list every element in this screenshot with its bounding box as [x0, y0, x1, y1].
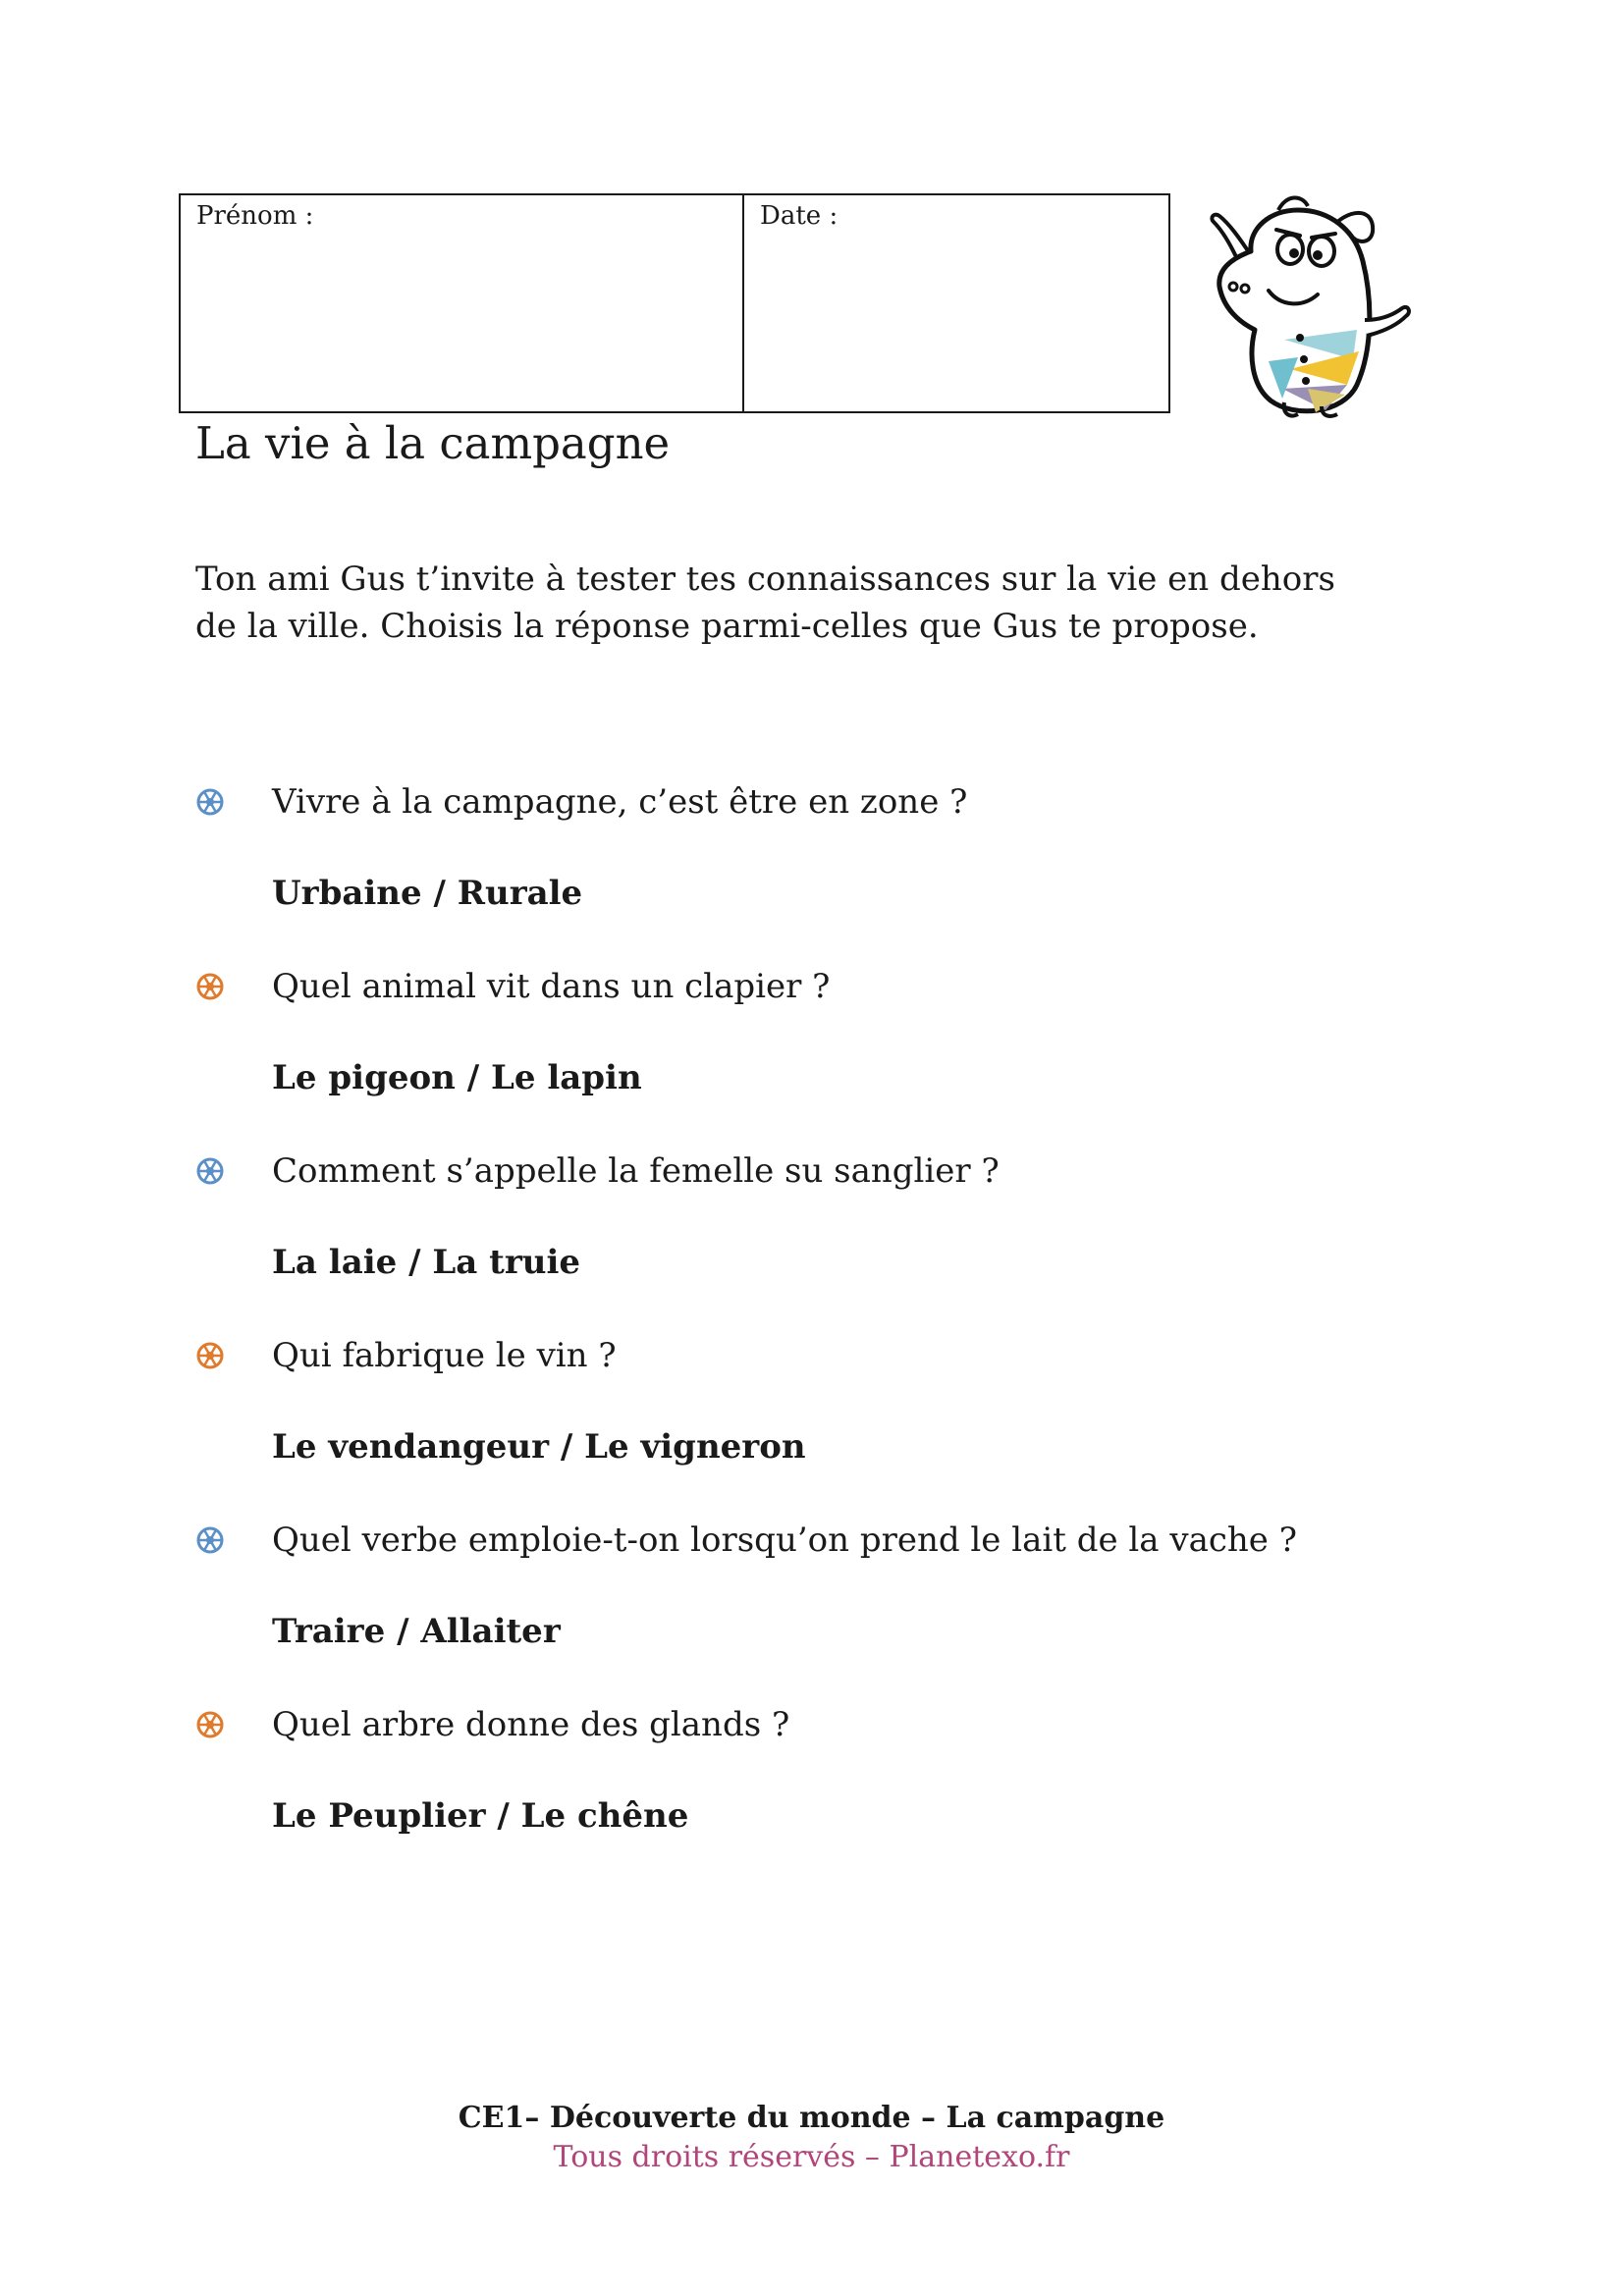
wheel-bullet-icon — [195, 1525, 225, 1555]
answer-choices[interactable]: La laie / La truie — [272, 1243, 581, 1282]
intro-line: Ton ami Gus t’invite à tester tes connaissances sur la vie en dehors — [195, 560, 1335, 599]
question-text: Comment s’appelle la femelle su sanglier ? — [272, 1151, 1000, 1191]
name-field[interactable] — [181, 195, 744, 411]
answer-choices[interactable]: Le pigeon / Le lapin — [272, 1058, 642, 1097]
question-text: Quel animal vit dans un clapier ? — [272, 967, 831, 1006]
wheel-bullet-icon — [195, 787, 225, 817]
date-label: Date : — [760, 201, 839, 231]
wheel-bullet-icon — [195, 1710, 225, 1739]
wheel-bullet-icon — [195, 1341, 225, 1370]
intro-line: de la ville. Choisis la réponse parmi-celles que Gus te propose. — [195, 607, 1259, 646]
gus-mascot-icon — [1200, 192, 1412, 420]
footer-title: CE1– Découverte du monde – La campagne — [458, 2101, 1165, 2135]
question-text: Quel arbre donne des glands ? — [272, 1705, 790, 1744]
answer-choices[interactable]: Le Peuplier / Le chêne — [272, 1796, 689, 1836]
page-title: La vie à la campagne — [195, 417, 671, 469]
name-label: Prénom : — [196, 201, 314, 231]
question-item — [195, 782, 967, 822]
answer-choices[interactable]: Urbaine / Rurale — [272, 874, 583, 913]
question-text: Quel verbe emploie-t-on lorsqu’on prend le lait de la vache ? — [272, 1521, 1297, 1560]
wheel-bullet-icon — [195, 1156, 225, 1186]
question-item — [195, 1521, 1297, 1560]
wheel-bullet-icon — [195, 972, 225, 1001]
question-item — [195, 1336, 617, 1375]
answer-choices[interactable]: Le vendangeur / Le vigneron — [272, 1427, 806, 1467]
name-date-box — [179, 193, 1170, 413]
intro-paragraph — [195, 556, 1413, 650]
date-field[interactable] — [744, 195, 1168, 411]
question-text: Vivre à la campagne, c’est être en zone ? — [272, 782, 968, 822]
question-item — [195, 967, 830, 1006]
question-item — [195, 1151, 1000, 1191]
question-item — [195, 1705, 789, 1744]
footer-copyright: Tous droits réservés – Planetexo.fr — [553, 2140, 1070, 2174]
answer-choices[interactable]: Traire / Allaiter — [272, 1612, 561, 1651]
question-text: Qui fabrique le vin ? — [272, 1336, 617, 1375]
